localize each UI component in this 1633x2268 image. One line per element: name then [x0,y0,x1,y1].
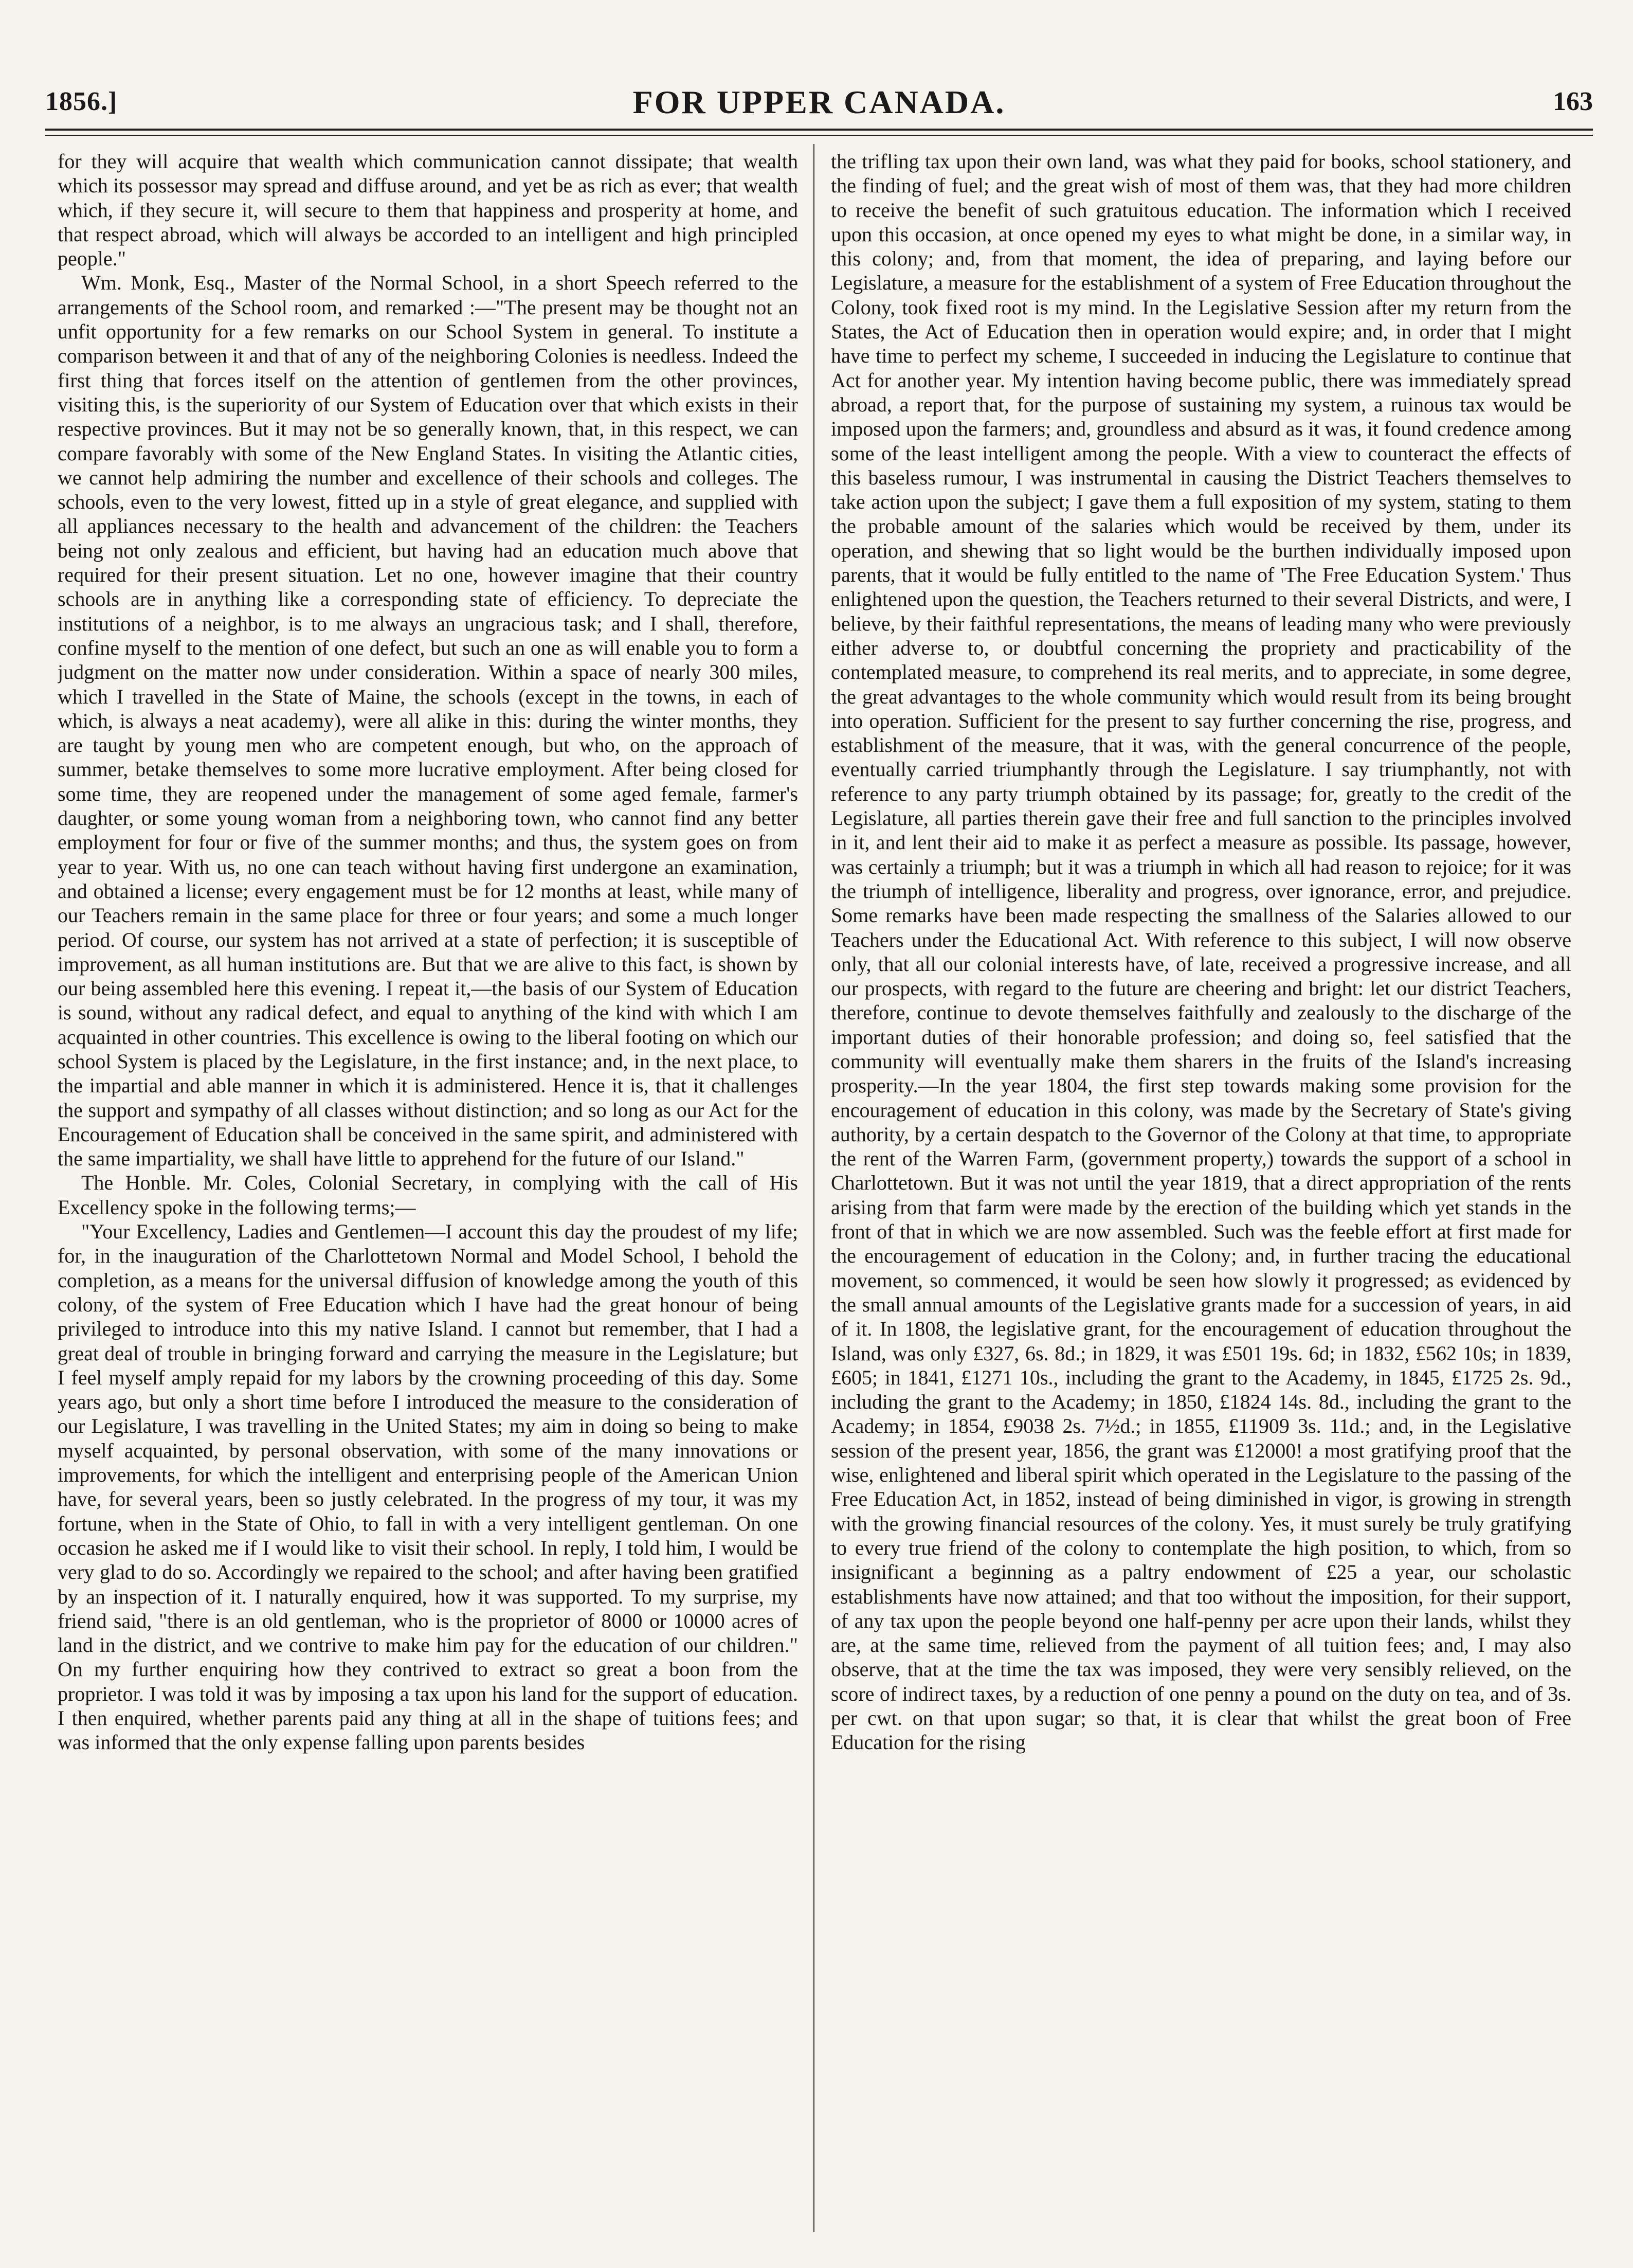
column-divider [813,144,814,2232]
paragraph: The Honble. Mr. Coles, Colonial Secretary, in complying with the call of His Excellency spoke in the following terms;— [58,1171,798,1219]
running-header [45,76,1593,122]
page-number: 163 [1553,87,1593,116]
header-rule-thin [45,135,1593,136]
header-title: FOR UPPER CANADA. [632,84,1006,120]
right-column [831,149,1571,2232]
paragraph: Wm. Monk, Esq., Master of the Normal School, in a short Speech referred to the arrangements of the School room, and remarked :—"The present may be thought not an unfit opportunity for a few remarks on our School System in general. To institute a comparison between it and that of any of the neighboring Colonies is needless. Indeed the first thing that forces itself on the attention of gentlemen from the other provinces, visiting this, is the superiority of our System of Education over that which exists in their respective provinces. But it may not be so generally known, that, in this respect, we can compare favorably with some of the New England States. In visiting the Atlantic cities, we cannot help admiring the number and excellence of their schools and colleges. The schools, even to the very lowest, fitted up in a style of great elegance, and supplied with all appliances necessary to the health and advancement of the children: the Teachers being not only zealous and efficient, but having had an education much above that required for their present situation. Let no one, however imagine that their country schools are in anything like a corresponding state of efficiency. To depreciate the institutions of a neighbor, is to me always an ungracious task; and I shall, therefore, confine myself to the mention of one defect, but such an one as will enable you to form a judgment on the matter now under consideration. Within a space of nearly 300 miles, which I travelled in the State of Maine, the schools (except in the towns, in each of which, is always a neat academy), were all alike in this: during the winter months, they are taught by young men who are competent enough, but who, on the approach of summer, betake themselves to some more lucrative employment. After being closed for some time, they are reopened under the management of some aged female, farmer's daughter, or some young woman from a neighboring town, who cannot find any better employment for four or five of the summer months; and thus, the system goes on from year to year. With us, no one can teach without having first undergone an examination, and obtained a license; every engagement must be for 12 months at least, while many of our Teachers remain in the same place for three or four years; and some a much longer period. Of course, our system has not arrived at a state of perfection; it is susceptible of improvement, as all human institutions are. But that we are alive to this fact, is shown by our being assembled here this evening. I repeat it,—the basis of our System of Education is sound, without any radical defect, and equal to anything of the kind with which I am acquainted in other countries. This excellence is owing to the liberal footing on which our school System is placed by the Legislature, in the first instance; and, in the next place, to the impartial and able manner in which it is administered. Hence it is, that it challenges the support and sympathy of all classes without distinction; and so long as our Act for the Encouragement of Education shall be conceived in the same spirit, and administered with the same impartiality, we shall have little to apprehend for the future of our Island." [58,271,798,1171]
paragraph: for they will acquire that wealth which communication cannot dissipate; that wealth which its possessor may spread and diffuse around, and yet be as rich as ever; that wealth which, if they secure it, will secure to them that happiness and prosperity at home, and that respect abroad, which will always be accorded to an intelligent and high principled people." [58,150,798,271]
paragraph: "Your Excellency, Ladies and Gentlemen—I account this day the proudest of my life; for, in the inauguration of the Charlottetown Normal and Model School, I behold the completion, as a means for the universal diffusion of knowledge among the youth of this colony, of the system of Free Education which I have had the great honour of being privileged to introduce into this my native Island. I cannot but remember, that I had a great deal of trouble in bringing forward and carrying the measure in the Legislature; but I feel myself amply repaid for my labors by the crowning proceeding of this day. Some years ago, but only a short time before I introduced the measure to the consideration of our Legislature, I was travelling in the United States; my aim in doing so being to make myself acquainted, by personal observation, with some of the many innovations or improvements, for which the intelligent and enterprising people of the American Union have, for several years, been so justly celebrated. In the progress of my tour, it was my fortune, when in the State of Ohio, to fall in with a very intelligent gentleman. On one occasion he asked me if I would like to visit their school. In reply, I told him, I would be very glad to do so. Accordingly we repaired to the school; and after having been gratified by an inspection of it. I naturally enquired, how it was supported. To my surprise, my friend said, "there is an old gentleman, who is the proprietor of 8000 or 10000 acres of land in the district, and we contrive to make him pay for the education of our children." On my further enquiring how they contrived to extract so great a boon from the proprietor. I was told it was by imposing a tax upon his land for the support of education. I then enquired, whether parents paid any thing at all in the shape of tuitions fees; and was informed that the only expense falling upon parents besides [58,1220,798,1754]
left-column [58,149,798,2232]
paragraph: the trifling tax upon their own land, was what they paid for books, school stationery, and the finding of fuel; and the great wish of most of them was, that they had more children to receive the benefit of such gratuitous education. The information which I received upon this occasion, at once opened my eyes to what might be done, in a similar way, in this colony; and, from that moment, the idea of preparing, and laying before our Legislature, a measure for the establishment of a system of Free Education throughout the Colony, took fixed root is my mind. In the Legislative Session after my return from the States, the Act of Education then in operation would expire; and, in order that I might have time to perfect my scheme, I succeeded in inducing the Legislature to continue that Act for another year. My intention having become public, there was immediately spread abroad, a report that, for the purpose of sustaining my system, a ruinous tax would be imposed upon the farmers; and, groundless and absurd as it was, it found credence among some of the least intelligent among the people. With a view to counteract the effects of this baseless rumour, I was instrumental in causing the District Teachers themselves to take action upon the subject; I gave them a full exposition of my system, stating to them the probable amount of the salaries which would be received by them, under its operation, and shewing that so light would be the burthen individually imposed upon parents, that it would be fully entitled to the name of 'The Free Education System.' Thus enlightened upon the question, the Teachers returned to their several Districts, and were, I believe, by their faithful representations, the means of leading many who were previously either adverse to, or doubtful concerning the propriety and practicability of the contemplated measure, to comprehend its real merits, and to appreciate, in some degree, the great advantages to the whole community which would result from its being brought into operation. Sufficient for the present to say further concerning the rise, progress, and establishment of the measure, that it was, with the general concurrence of the people, eventually carried triumphantly through the Legislature. I say triumphantly, not with reference to any party triumph obtained by its passage; for, greatly to the credit of the Legislature, all parties therein gave their free and full sanction to the principles involved in it, and lent their aid to make it as perfect a measure as possible. Its passage, however, was certainly a triumph; but it was a triumph in which all had reason to rejoice; for it was the triumph of intelligence, liberality and progress, over ignorance, error, and prejudice. Some remarks have been made respecting the smallness of the Salaries allowed to our Teachers under the Educational Act. With reference to this subject, I will now observe only, that all our colonial interests have, of late, received a progressive increase, and all our prospects, with regard to the future are cheering and bright: let our district Teachers, therefore, continue to devote themselves faithfully and zealously to the discharge of the important duties of their honorable profession; and doing so, feel satisfied that the community will eventually make them sharers in the fruits of the Island's increasing prosperity.—In the year 1804, the first step towards making some provision for the encouragement of education in this colony, was made by the Secretary of State's giving authority, by a certain despatch to the Governor of the Colony at that time, to appropriate the rent of the Warren Farm, (government property,) towards the support of a school in Charlottetown. But it was not until the year 1819, that a direct appropriation of the rents arising from that farm were made by the erection of the building which yet stands in the front of that in which we are now assembled. Such was the feeble effort at first made for the encouragement of education in the Colony; and, in further tracing the educational movement, so commenced, it would be seen how slowly it progressed; as evidenced by the small annual amounts of the Legislative grants made for a succession of years, in aid of it. In 1808, the legislative grant, for the encouragement of education throughout the Island, was only £327, 6s. 8d.; in 1829, it was £501 19s. 6d; in 1832, £562 10s; in 1839, £605; in 1841, £1271 10s., including the grant to the Academy, in 1845, £1725 2s. 9d., including the grant to the Academy; in 1850, £1824 14s. 8d., including the grant to the Academy; in 1854, £9038 2s. 7½d.; in 1855, £11909 3s. 11d.; and, in the Legislative session of the present year, 1856, the grant was £12000! a most gratifying proof that the wise, enlightened and liberal spirit which operated in the Legislature to the passing of the Free Education Act, in 1852, instead of being diminished in vigor, is growing in strength with the growing financial resources of the colony. Yes, it must surely be truly gratifying to every true friend of the colony to contemplate the high position, to which, from so insignificant a beginning as a paltry endowment of £25 a year, our scholastic establishments have now attained; and that too without the imposition, for their support, of any tax upon the people beyond one half-penny per acre upon their lands, whilst they are, at the same time, relieved from the payment of all tuition fees; and, I may also observe, that at the time the tax was imposed, they were very sensibly relieved, on the score of indirect taxes, by a reduction of one penny a pound on the duty on tea, and of 3s. per cwt. on that upon sugar; so that, it is clear that whilst the great boon of Free Education for the rising [831,150,1571,1754]
header-rule [45,129,1593,131]
header-year: 1856.] [45,87,118,116]
